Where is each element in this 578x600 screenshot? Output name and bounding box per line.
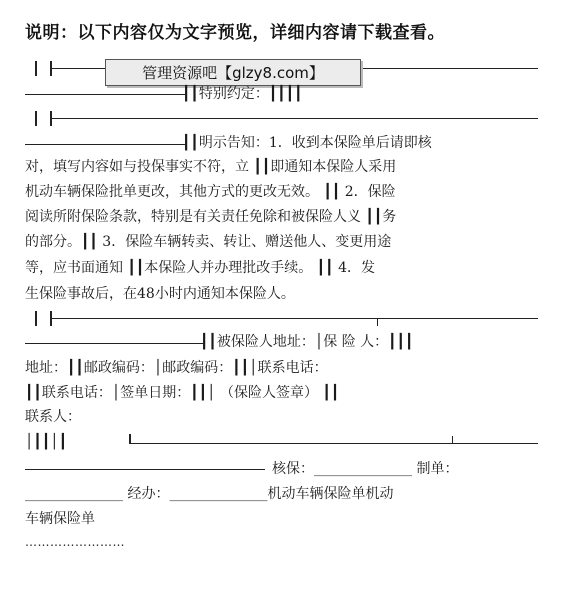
table-rule [25, 94, 185, 95]
table-tick [377, 318, 378, 326]
policy-title-line: 车辆保险单 [25, 511, 95, 527]
insured-address-line: ┃┃被保险人地址：│保 险 人：┃┃┃ [200, 334, 414, 350]
bar-mark [129, 434, 131, 444]
table-rule [130, 443, 538, 444]
ellipsis-dots: …………………… [25, 535, 125, 549]
contact-line-2: ┃┃联系电话：│签单日期：┃┃│ （保险人签章） ┃┃ [25, 385, 340, 401]
contact-line-3: 联系人： [25, 409, 81, 425]
bar-mark [35, 61, 37, 76]
table-rule [25, 343, 203, 344]
preview-notice: 说明：以下内容仅为文字预览，详细内容请下载查看。 [25, 23, 445, 43]
notice-line-3: 机动车辆保险批单更改，其他方式的更改无效。 ┃┃ 2．保险 [25, 184, 396, 200]
notice-line-4: 阅读所附保险条款，特别是有关责任免除和被保险人义 ┃┃务 [25, 209, 397, 225]
table-rule [50, 318, 538, 319]
table-tick [452, 436, 453, 444]
bar-row: │┃┃│┃ [25, 434, 68, 450]
notice-line-5: 的部分。┃┃ 3．保险车辆转卖、转让、赠送他人、变更用途 [25, 234, 392, 250]
notice-line-1: ┃┃明示告知：1．收到本保险单后请即核 [182, 135, 432, 151]
handler-line: ______________ 经办：______________机动车辆保险单机动 [25, 486, 394, 502]
special-terms-line: ┃┃特别约定：┃┃┃┃ [182, 86, 303, 102]
notice-line-7: 生保险事故后，在48小时内通知本保险人。 [25, 286, 295, 302]
notice-line-2: 对，填写内容如与投保事实不符，立 ┃┃即通知本保险人采用 [25, 159, 397, 175]
table-rule [25, 144, 185, 145]
table-rule [25, 469, 265, 470]
contact-line-1: 地址：┃┃邮政编码：│邮政编码：┃┃│联系电话： [25, 360, 328, 376]
bar-mark [35, 311, 37, 326]
site-banner[interactable]: 管理资源吧【glzy8.com】 [105, 59, 361, 86]
table-rule [50, 118, 538, 119]
bar-mark [35, 111, 37, 126]
notice-line-6: 等，应书面通知 ┃┃本保险人并办理批改手续。 ┃┃ 4．发 [25, 260, 375, 276]
underwriting-line: 核保：______________ 制单： [272, 461, 459, 477]
